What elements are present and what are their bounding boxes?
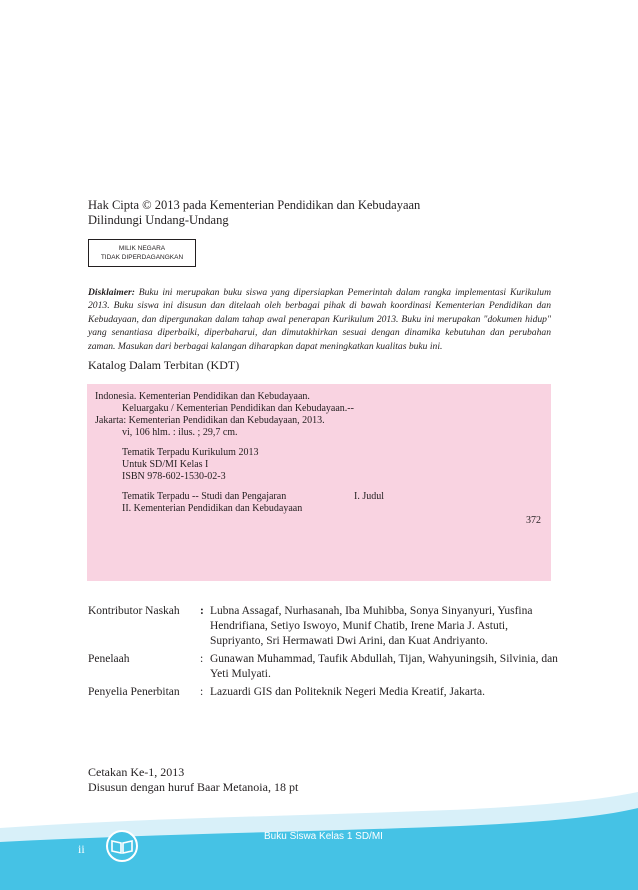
ownership-stamp bbox=[88, 239, 196, 267]
protection-line: Dilindungi Undang-Undang bbox=[88, 213, 229, 227]
copyright-notice bbox=[88, 198, 420, 228]
kdt-classification: 372 bbox=[526, 515, 541, 526]
reviewer-names: Gunawan Muhammad, Taufik Abdullah, Tijan, Wahyuningsih, Silvinia, dan Yeti Mulyati. bbox=[210, 653, 558, 680]
kdt-line: Tematik Terpadu -- Studi dan Pengajaran bbox=[122, 491, 287, 502]
contributor-row bbox=[88, 604, 558, 649]
disclaimer-text: Buku ini merupakan buku siswa yang dipersiapkan Pemerintah dalam rangka implementasi Kurikulum 2013. Buku siswa ini disusun dan ditelaah oleh berbagai pihak di bawah koordinasi Kementerian Pendidikan dan Kebudayaan, dan dipergunakan dalam tahap awal penerapan Kurikulum 2013. Buku ini merupakan "dokumen hidup" yang senantiasa diperbaiki, diperbaharui, dan dimutakhirkan sesuai dengan dinamika kebutuhan dan perubahan zaman. Masukan dari berbagai kalangan diharapkan dapat meningkatkan kualitas buku ini. bbox=[88, 287, 551, 352]
page-number: ii bbox=[78, 842, 85, 856]
kdt-line: Jakarta: Kementerian Pendidikan dan Kebudayaan, 2013. bbox=[95, 415, 325, 426]
contributors bbox=[88, 604, 558, 703]
contributor-row bbox=[88, 685, 558, 700]
kdt-line: Indonesia. Kementerian Pendidikan dan Kebudayaan. bbox=[95, 391, 310, 402]
contributor-colon: : bbox=[200, 605, 204, 617]
contributor-label: Kontributor Naskah bbox=[88, 605, 180, 617]
publisher-names: Lazuardi GIS dan Politeknik Negeri Media Kreatif, Jakarta. bbox=[210, 686, 485, 698]
book-title: Buku Siswa Kelas 1 SD/MI bbox=[264, 831, 383, 842]
kdt-title: Katalog Dalam Terbitan (KDT) bbox=[88, 358, 240, 372]
kdt-line: Tematik Terpadu Kurikulum 2013 bbox=[122, 447, 259, 458]
kdt-box bbox=[87, 384, 551, 581]
contributor-names: Lubna Assagaf, Nurhasanah, Iba Muhibba, Sonya Sinyanyuri, Yusfina Hendrifiana, Setiyo Iswoyo, Munif Chatib, Irene Maria J. Astuti, Supriyanto, Sri Hermawati Dwi Arini, dan Kuat Andriyanto. bbox=[210, 605, 533, 647]
kdt-line: II. Kementerian Pendidikan dan Kebudayaan bbox=[122, 503, 303, 514]
stamp-line-2: TIDAK DIPERDAGANGKAN bbox=[100, 254, 184, 261]
publisher-colon: : bbox=[200, 686, 204, 698]
typeface-line: Disusun dengan huruf Baar Metanoia, 18 pt bbox=[88, 780, 299, 794]
kdt-line: I. Judul bbox=[354, 491, 384, 502]
kdt-line: Untuk SD/MI Kelas I bbox=[122, 459, 209, 470]
disclaimer bbox=[88, 286, 551, 353]
reviewer-label: Penelaah bbox=[88, 653, 130, 665]
kdt-line: Keluargaku / Kementerian Pendidikan dan Kebudayaan.-- bbox=[122, 403, 354, 414]
copyright-line: Hak Cipta © 2013 pada Kementerian Pendidikan dan Kebudayaan bbox=[88, 198, 421, 212]
edition-line: Cetakan Ke-1, 2013 bbox=[88, 765, 185, 779]
publisher-label: Penyelia Penerbitan bbox=[88, 686, 180, 698]
contributor-row bbox=[88, 652, 558, 682]
reviewer-colon: : bbox=[200, 653, 204, 665]
kdt-line: vi, 106 hlm. : ilus. ; 29,7 cm. bbox=[122, 427, 238, 438]
kdt-line: ISBN 978-602-1530-02-3 bbox=[122, 471, 226, 482]
disclaimer-label: Disklaimer: bbox=[88, 287, 135, 298]
stamp-line-1: MILIK NEGARA bbox=[118, 245, 166, 252]
